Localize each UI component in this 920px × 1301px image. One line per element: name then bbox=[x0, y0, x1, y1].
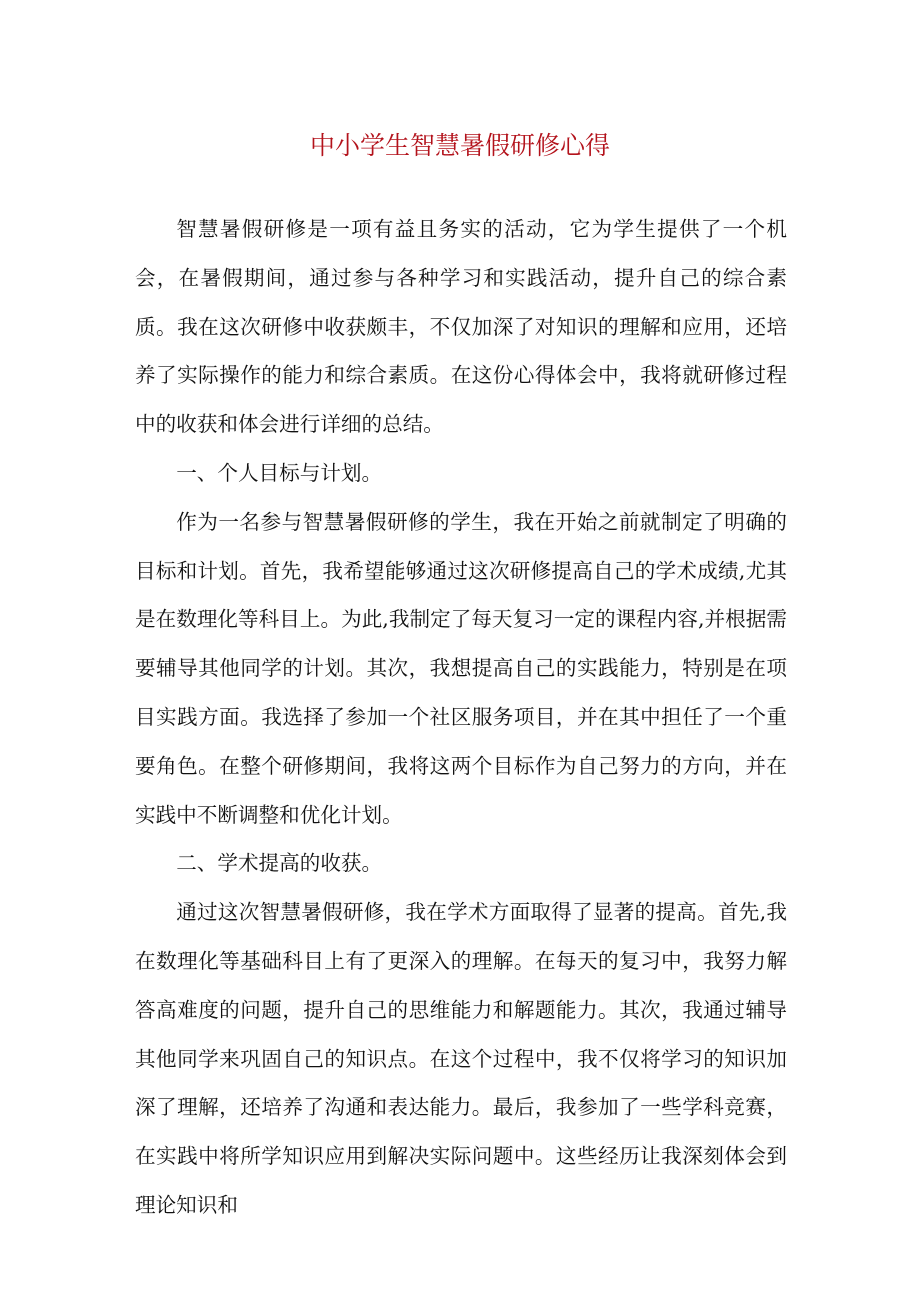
goals-paragraph: 作为一名参与智慧暑假研修的学生，我在开始之前就制定了明确的目标和计划。首先，我希望能够通过这次研修提高自己的学术成绩,尤其是在数理化等科目上。为此,我制定了每天复习一定的课程内容,并根据需要辅导其他同学的计划。其次，我想提高自己的实践能力，特别是在项目实践方面。我选择了参加一个社区服务项目，并在其中担任了一个重要角色。在整个研修期间，我将这两个目标作为自己努力的方向，并在实践中不断调整和优化计划。 bbox=[135, 509, 787, 827]
academic-paragraph: 通过这次智慧暑假研修，我在学术方面取得了显著的提高。首先,我在数理化等基础科目上有了更深入的理解。在每天的复习中，我努力解答高难度的问题，提升自己的思维能力和解题能力。其次，我通过辅导其他同学来巩固自己的知识点。在这个过程中，我不仅将学习的知识加深了理解，还培养了沟通和表达能力。最后，我参加了一些学科竞赛，在实践中将所学知识应用到解决实际问题中。这些经历让我深刻体会到理论知识和 bbox=[135, 900, 787, 1217]
section-heading-academic: 二、学术提高的收获。 bbox=[176, 851, 383, 876]
document-body bbox=[135, 205, 787, 1230]
page-title: 中小学生智慧暑假研修心得 bbox=[309, 131, 610, 160]
intro-paragraph: 智慧暑假研修是一项有益且务实的活动，它为学生提供了一个机会，在暑假期间，通过参与各种学习和实践活动，提升自己的综合素质。我在这次研修中收获颇丰，不仅加深了对知识的理解和应用，还培养了实际操作的能力和综合素质。在这份心得体会中，我将就研修过程中的收获和体会进行详细的总结。 bbox=[135, 217, 787, 437]
section-heading-goals: 一、个人目标与计划。 bbox=[176, 460, 383, 485]
